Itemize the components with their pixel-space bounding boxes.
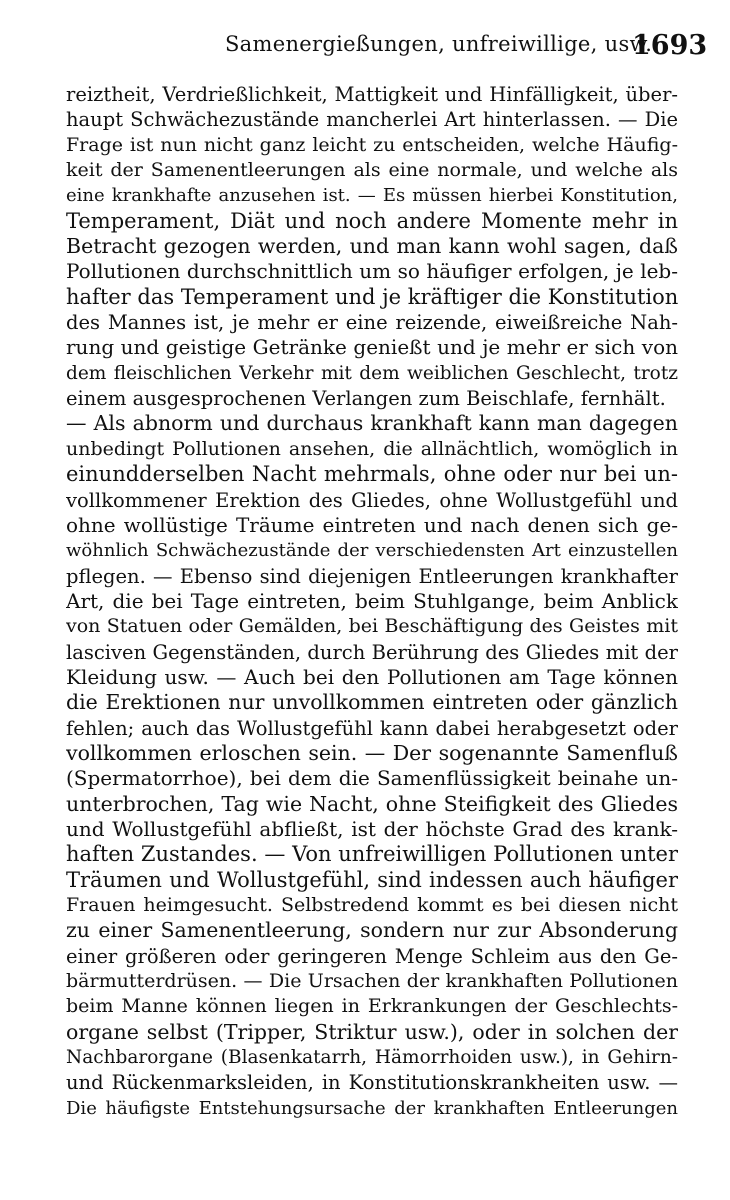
text-line: Nachbarorgane (Blasenkatarrh, Hämorrhoiden usw.), in Gehirn- — [66, 1047, 678, 1069]
text-line: fehlen; auch das Wollustgefühl kann dabei herabgesetzt oder — [66, 716, 678, 740]
text-line: einundderselben Nacht mehrmals, ohne oder nur bei un- — [66, 462, 678, 487]
text-line: vollkommener Erektion des Gliedes, ohne Wollustgefühl und — [66, 488, 678, 512]
text-line: Kleidung usw. — Auch bei den Pollutionen am Tage können — [66, 664, 678, 689]
text-line: — Als abnorm und durchaus krankhaft kann man dagegen — [66, 411, 678, 436]
text-line: lasciven Gegenständen, durch Berührung des Gliedes mit der — [66, 640, 678, 664]
text-line: Frauen heimgesucht. Selbstredend kommt es bei diesen nicht — [66, 894, 678, 916]
text-line: haften Zustandes. — Von unfreiwilligen Pollutionen unter — [66, 842, 678, 867]
text-line: Art, die bei Tage eintreten, beim Stuhlgange, beim Anblick — [66, 588, 678, 613]
page-number: 1693 — [632, 30, 708, 61]
text-line: Frage ist nun nicht ganz leicht zu entscheiden, welche Häufig- — [66, 133, 678, 156]
text-line: (Spermatorrhoe), bei dem die Samenflüssigkeit beinahe un- — [66, 766, 678, 791]
text-line: ohne wollüstige Träume eintreten und nach denen sich ge- — [66, 512, 678, 537]
text-line: einer größeren oder geringeren Menge Schleim aus den Ge- — [66, 944, 678, 968]
text-line: Pollutionen durchschnittlich um so häufiger erfolgen, je leb- — [66, 259, 678, 284]
running-title: Samenergießungen, unfreiwillige, usw. — [225, 32, 653, 56]
text-line: rung und geistige Getränke genießt und je mehr er sich von — [66, 335, 678, 360]
text-line: pflegen. — Ebenso sind diejenigen Entleerungen krankhafter — [66, 564, 678, 588]
text-line: einem ausgesprochenen Verlangen zum Beischlafe, fernhält. — [66, 387, 666, 411]
text-line: hafter das Temperament und je kräftiger die Konstitution — [66, 284, 678, 309]
text-line: Temperament, Diät und noch andere Momente mehr in — [66, 208, 678, 233]
text-line: reiztheit, Verdrießlichkeit, Mattigkeit und Hinfälligkeit, über- — [66, 83, 678, 106]
text-line: unbedingt Pollutionen ansehen, die allnächtlich, womöglich in — [66, 437, 678, 460]
text-line: zu einer Samenentleerung, sondern nur zur Absonderung — [66, 918, 678, 943]
text-line: haupt Schwächezustände mancherlei Art hinterlassen. — Die — [66, 108, 678, 132]
text-line: eine krankhafte anzusehen ist. — Es müssen hierbei Konstitution, — [66, 185, 678, 207]
text-line: vollkommen erloschen sein. — Der sogenannte Samenfluß — [66, 740, 678, 765]
text-line: unterbrochen, Tag wie Nacht, ohne Steifigkeit des Gliedes — [66, 791, 678, 816]
text-line: Träumen und Wollustgefühl, sind indessen auch häufiger — [66, 867, 678, 892]
text-line: Betracht gezogen werden, und man kann wohl sagen, daß — [66, 234, 678, 259]
text-line: keit der Samenentleerungen als eine normale, und welche als — [66, 159, 678, 182]
text-line: organe selbst (Tripper, Striktur usw.), oder in solchen der — [66, 1019, 678, 1044]
text-line: und Rückenmarksleiden, in Konstitutionskrankheiten usw. — — [66, 1071, 678, 1095]
text-line: Die häufigste Entstehungsursache der krankhaften Entleerungen — [66, 1097, 678, 1119]
running-head — [0, 30, 730, 70]
text-line: von Statuen oder Gemälden, bei Beschäftigung des Geistes mit — [66, 615, 678, 638]
text-line: und Wollustgefühl abfließt, ist der höchste Grad des krank- — [66, 816, 678, 841]
text-line: bärmutterdrüsen. — Die Ursachen der krankhaften Pollutionen — [66, 970, 678, 993]
text-line: die Erektionen nur unvollkommen eintreten oder gänzlich — [66, 690, 678, 715]
text-line: beim Manne können liegen in Erkrankungen der Geschlechts- — [66, 995, 678, 1018]
body-text — [66, 82, 678, 1121]
text-line: dem fleischlichen Verkehr mit dem weiblichen Geschlecht, trotz — [66, 362, 678, 384]
text-line: des Mannes ist, je mehr er eine reizende, eiweißreiche Nah- — [66, 311, 678, 335]
text-line: wöhnlich Schwächezustände der verschiedensten Art einzustellen — [66, 540, 678, 562]
